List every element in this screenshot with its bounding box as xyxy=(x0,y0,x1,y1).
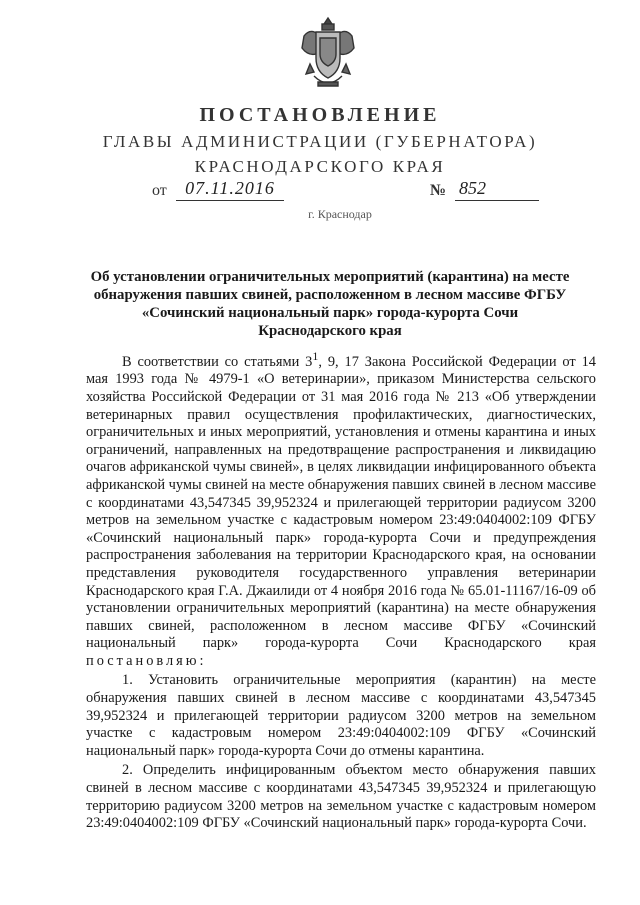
preamble-text-rest: , 9, 17 Закона Российской Федерации от 14 мая 1993 года № 4979-1 «О ветеринарии», приказом Министерства сельского хозяйства Российской Федерации от 31 мая 2016 года № 213 «Об утверждении ветеринарных правил осуществления профилактических, диагностических, ограничительных и иных мероприятий, установления и отмены карантина и иных ограничений, направленных на предотвращение распространения и ликвидацию очагов африканской чумы свиней», в целях ликвидации инфицированного объекта африканской чумы свиней на месте обнаружения павших свиней в лесном массиве с координатами 43,547345 39,952324 и прилегающей территории радиусом 3200 метров на земельном участке с кадастровым номером 23:49:0404002:109 ФГБУ «Сочинский национальный парк» города-курорта Сочи и предупреждения распространения заболевания на территории Краснодарского края, на основании представления руководителя государственного управления ветеринарии Краснодарского края Г.А. Джаилиди от 4 ноября 2016 года № 65.01-11167/16-09 об установлении ограничительных мероприятий (карантина) на месте обнаружения павших свиней, расположенном в лесном массиве ФГБУ «Сочинский национальный парк» города-курорта Сочи Краснодарского края xyxy=(86,353,596,652)
article-superscript: 1 xyxy=(312,349,319,363)
clause-1: 1. Установить ограничительные мероприятия (карантин) на месте обнаружения павших свиней в лесном массиве с координатами 43,547345 39,952324 и прилегающей территории радиусом 3200 метров на земельном участке с кадастровым номером 23:49:0404002:109 ФГБУ «Сочинский национальный парк» города-курорта Сочи до отмены карантина. xyxy=(86,672,596,759)
document-title: Об установлении ограничительных мероприятий (карантина) на месте обнаружения павших свиней, расположенном в лесном массиве ФГБУ «Сочинский национальный парк» города-курорта Сочи Краснодарского края xyxy=(90,269,570,339)
document-body xyxy=(86,348,596,833)
clause-2: 2. Определить инфицированным объектом место обнаружения павших свиней в лесном массиве с координатами 43,547345 39,952324 и прилегающую территорию радиусом 3200 метров на земельном участке с кадастровым номером 23:49:0404002:109 ФГБУ «Сочинский национальный парк» города-курорта Сочи. xyxy=(86,762,596,832)
place-of-issue: г. Краснодар xyxy=(308,207,372,221)
number-label: № xyxy=(430,182,447,199)
preamble-paragraph xyxy=(86,348,596,670)
date-value: 07.11.2016 xyxy=(176,178,284,201)
coat-of-arms-icon xyxy=(296,14,360,94)
document-type-heading: ПОСТАНОВЛЕНИЕ xyxy=(199,104,441,126)
number-value: 852 xyxy=(455,178,539,201)
date-label: от xyxy=(152,182,167,199)
issuer-heading-line-1: ГЛАВЫ АДМИНИСТРАЦИИ (ГУБЕРНАТОРА) xyxy=(102,132,538,151)
issuer-heading-line-2: КРАСНОДАРСКОГО КРАЯ xyxy=(194,157,446,176)
preamble-text-start: В соответствии со статьями 3 xyxy=(122,353,313,370)
resolve-word: постановляю: xyxy=(86,652,207,669)
